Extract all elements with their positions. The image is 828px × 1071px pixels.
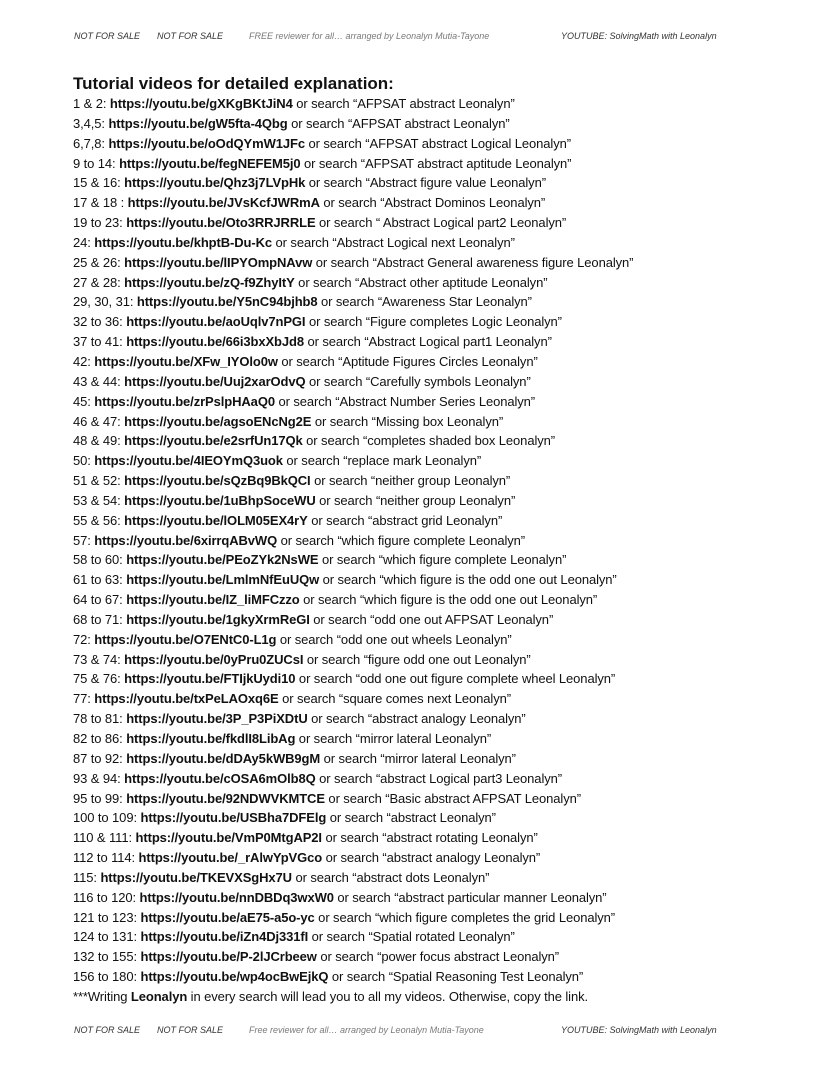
search-hint: or search “Spatial rotated Leonalyn” (308, 929, 515, 945)
item-range: 50: (73, 453, 95, 469)
item-range: 55 & 56: (73, 512, 125, 528)
video-list-item (73, 114, 793, 134)
search-hint: or search “power focus abstract Leonalyn” (316, 949, 560, 965)
youtube-link[interactable]: https://youtu.be/fkdlI8LibAg (126, 731, 296, 746)
search-hint: or search “abstract dots Leonalyn” (291, 869, 490, 885)
item-range: 82 to 86: (73, 731, 127, 746)
video-list-item (73, 868, 793, 888)
youtube-link[interactable]: https://youtu.be/1gkyXrmReGI (126, 611, 310, 627)
item-range: 19 to 23: (73, 215, 127, 231)
video-list-item (73, 213, 793, 233)
video-list-item (73, 749, 793, 769)
item-range: 58 to 60: (73, 552, 127, 568)
search-hint: or search “completes shaded box Leonalyn” (302, 433, 555, 449)
item-range: 124 to 131: (73, 929, 141, 945)
youtube-link[interactable]: https://youtu.be/sQzBq9BkQCI (124, 473, 311, 489)
footer-reviewer-credit: Free reviewer for all… arranged by Leonalyn Mutia-Tayone (249, 1025, 484, 1035)
item-range: 37 to 41: (73, 334, 127, 350)
youtube-link[interactable]: https://youtu.be/USBha7DFElg (140, 810, 327, 826)
youtube-link[interactable]: https://youtu.be/lIPYOmpNAvw (124, 254, 313, 270)
item-range: 15 & 16: (73, 175, 125, 191)
note-prefix: ***Writing (73, 988, 131, 1004)
video-list-item (73, 154, 793, 174)
search-hint: or search “Abstract other aptitude Leonalyn” (294, 274, 548, 290)
item-range: 75 & 76: (73, 671, 125, 687)
video-list-item (73, 967, 793, 987)
search-hint: or search “AFPSAT abstract aptitude Leonalyn” (300, 155, 572, 171)
video-list-item (73, 927, 793, 947)
item-range: 53 & 54: (73, 492, 125, 508)
youtube-link[interactable]: https://youtu.be/lOLM05EX4rY (124, 512, 308, 528)
video-list-item (73, 372, 793, 392)
search-hint: or search “abstract Leonalyn” (326, 810, 496, 826)
item-range: 121 to 123: (73, 909, 141, 925)
youtube-link[interactable]: https://youtu.be/Oto3RRJRRLE (126, 215, 316, 231)
video-list-item (73, 650, 793, 670)
youtube-link[interactable]: https://youtu.be/1uBhpSoceWU (124, 492, 316, 508)
item-range: 132 to 155: (73, 949, 141, 965)
video-list-item (73, 570, 793, 590)
video-list-item (73, 531, 793, 551)
video-list-item (73, 332, 793, 352)
youtube-link[interactable]: https://youtu.be/khptB-Du-Kc (94, 234, 273, 250)
video-list-item (73, 352, 793, 372)
youtube-link[interactable]: https://youtu.be/P-2lJCrbeew (140, 949, 317, 965)
video-list-item (73, 630, 793, 650)
youtube-link[interactable]: https://youtu.be/gXKgBKtJiN4 (109, 96, 293, 111)
video-list-item (73, 193, 793, 213)
item-range: 27 & 28: (73, 274, 125, 290)
youtube-link[interactable]: https://youtu.be/IZ_liMFCzzo (126, 592, 300, 608)
item-range: 3,4,5: (73, 115, 109, 131)
youtube-link[interactable]: https://youtu.be/92NDWVKMTCE (126, 790, 325, 806)
note-suffix: in every search will lead you to all my videos. Otherwise, copy the link. (187, 988, 589, 1004)
item-range: 1 & 2: (73, 96, 110, 111)
youtube-link[interactable]: https://youtu.be/aE75-a5o-yc (140, 909, 315, 925)
search-hint: or search “Abstract Number Series Leonalyn” (274, 393, 536, 409)
document-body (73, 73, 793, 1007)
search-hint: or search “neither group Leonalyn” (315, 492, 516, 508)
search-hint: or search “Abstract Logical next Leonalyn” (272, 234, 515, 250)
item-range: 42: (73, 353, 95, 369)
youtube-link[interactable]: https://youtu.be/agsoENcNg2E (124, 413, 312, 429)
search-hint: or search “Carefully symbols Leonalyn” (305, 373, 531, 389)
search-hint: or search “Spatial Reasoning Test Leonalyn” (328, 969, 584, 985)
item-range: 116 to 120: (73, 889, 140, 905)
header-youtube-channel: YOUTUBE: SolvingMath with Leonalyn (561, 31, 717, 41)
item-range: 29, 30, 31: (73, 294, 137, 310)
youtube-link[interactable]: https://youtu.be/aoUqlv7nPGI (126, 314, 306, 330)
search-hint: or search “AFPSAT abstract Logical Leonalyn” (304, 135, 571, 151)
youtube-link[interactable]: https://youtu.be/nnDBDq3wxW0 (139, 889, 334, 905)
page-title: Tutorial videos for detailed explanation: (73, 74, 394, 93)
item-range: 57: (73, 532, 95, 548)
youtube-link[interactable]: https://youtu.be/LmlmNfEuUQw (126, 572, 320, 588)
youtube-link[interactable]: https://youtu.be/TKEVXSgHx7U (100, 869, 292, 885)
note-keyword: Leonalyn (130, 988, 188, 1004)
video-list-item (73, 392, 793, 412)
search-hint: or search “abstract particular manner Leonalyn” (333, 889, 607, 905)
item-range: 17 & 18 : (73, 195, 128, 211)
search-hint: or search “neither group Leonalyn” (310, 473, 511, 489)
youtube-link[interactable]: https://youtu.be/fegNEFEM5j0 (119, 155, 301, 171)
search-hint: or search “Figure completes Logic Leonalyn” (305, 314, 562, 330)
item-range: 61 to 63: (73, 572, 127, 588)
youtube-link[interactable]: https://youtu.be/PEoZYk2NsWE (126, 552, 319, 568)
youtube-link[interactable]: https://youtu.be/zQ-f9ZhyItY (124, 274, 295, 290)
search-hint: or search “mirror lateral Leonalyn” (295, 731, 492, 746)
search-hint: or search “odd one out figure complete wheel Leonalyn” (295, 671, 616, 687)
item-range: 32 to 36: (73, 314, 127, 330)
video-list-item (73, 828, 793, 848)
search-hint: or search “which figure complete Leonalyn” (318, 552, 567, 568)
video-list-item (73, 709, 793, 729)
search-hint: or search “which figure is the odd one out Leonalyn” (299, 592, 598, 608)
video-list-item (73, 253, 793, 273)
video-list-item (73, 471, 793, 491)
header-reviewer-credit: FREE reviewer for all… arranged by Leonalyn Mutia-Tayone (249, 31, 490, 41)
item-range: 93 & 94: (73, 770, 125, 786)
search-hint: or search “odd one out AFPSAT Leonalyn” (309, 611, 554, 627)
video-list-item (73, 292, 793, 312)
video-list-item (73, 769, 793, 789)
video-list-item (73, 451, 793, 471)
youtube-link[interactable]: https://youtu.be/0yPru0ZUCsI (124, 651, 304, 667)
search-hint: or search “mirror lateral Leonalyn” (320, 750, 516, 766)
search-hint: or search “Abstract Dominos Leonalyn” (319, 195, 546, 211)
youtube-link[interactable]: https://youtu.be/Qhz3j7LVpHk (124, 175, 306, 191)
item-range: 51 & 52: (73, 473, 125, 489)
youtube-link[interactable]: https://youtu.be/3P_P3PiXDtU (126, 711, 308, 727)
search-hint: or search “figure odd one out Leonalyn” (303, 651, 531, 667)
video-list-item (73, 173, 793, 193)
item-range: 73 & 74: (73, 651, 125, 667)
video-list-item (73, 848, 793, 868)
video-list-item (73, 431, 793, 451)
video-list-item (73, 610, 793, 630)
search-hint: or search “AFPSAT abstract Leonalyn” (287, 115, 510, 131)
item-range: 46 & 47: (73, 413, 125, 429)
youtube-link[interactable]: https://youtu.be/gW5fta-4Qbg (108, 115, 288, 131)
search-hint: or search “odd one out wheels Leonalyn” (276, 631, 512, 647)
youtube-link[interactable]: https://youtu.be/6xirrqABvWQ (94, 532, 278, 548)
header-not-for-sale-2: NOT FOR SALE (157, 31, 224, 41)
search-hint: or search “which figure completes the grid Leonalyn” (314, 909, 616, 925)
footer-youtube-channel: YOUTUBE: SolvingMath with Leonalyn (561, 1025, 717, 1035)
video-list-item (73, 808, 793, 828)
video-list-item (73, 233, 793, 253)
video-list-item (73, 669, 793, 689)
item-range: 78 to 81: (73, 711, 127, 727)
video-list-item (73, 729, 793, 749)
search-hint: or search “Abstract figure value Leonalyn” (305, 175, 546, 191)
search-hint: or search “replace mark Leonalyn” (282, 453, 482, 469)
search-hint: or search “Basic abstract AFPSAT Leonalyn” (324, 790, 581, 806)
youtube-link[interactable]: https://youtu.be/66i3bxXbJd8 (126, 334, 305, 350)
video-list-item (73, 273, 793, 293)
item-range: 115: (73, 869, 101, 885)
search-hint: or search “abstract analogy Leonalyn” (307, 711, 526, 727)
youtube-link[interactable]: https://youtu.be/Y5nC94bjhb8 (136, 294, 318, 310)
item-range: 110 & 111: (73, 830, 136, 846)
search-hint: or search “abstract rotating Leonalyn” (321, 830, 538, 846)
page-header (0, 31, 828, 45)
youtube-link[interactable]: https://youtu.be/Uuj2xarOdvQ (124, 373, 306, 389)
youtube-link[interactable]: https://youtu.be/zrPslpHAaQ0 (94, 393, 275, 409)
search-hint: or search “which figure is the odd one out Leonalyn” (319, 572, 617, 588)
video-list-item (73, 412, 793, 432)
search-tip-note (73, 987, 793, 1007)
video-list-item (73, 789, 793, 809)
youtube-link[interactable]: https://youtu.be/oOdQYmW1JFc (108, 135, 305, 151)
video-list-item (73, 908, 793, 928)
youtube-link[interactable]: https://youtu.be/iZn4Dj331fI (140, 929, 309, 945)
item-range: 25 & 26: (73, 254, 125, 270)
youtube-link[interactable]: https://youtu.be/JVsKcfJWRmA (127, 195, 320, 211)
search-hint: or search “abstract analogy Leonalyn” (322, 850, 541, 866)
search-hint: or search “ Abstract Logical part2 Leonalyn” (315, 215, 567, 231)
item-range: 77: (73, 691, 95, 707)
item-range: 43 & 44: (73, 373, 125, 389)
youtube-link[interactable]: https://youtu.be/dDAy5kWB9gM (126, 750, 321, 766)
search-hint: or search “Aptitude Figures Circles Leonalyn” (277, 353, 538, 369)
video-list-item (73, 947, 793, 967)
search-hint: or search “abstract Logical part3 Leonalyn” (315, 770, 562, 786)
video-list-item (73, 491, 793, 511)
item-range: 95 to 99: (73, 790, 127, 806)
search-hint: or search “abstract grid Leonalyn” (307, 512, 503, 528)
search-hint: or search “Abstract General awareness figure Leonalyn” (312, 254, 634, 270)
youtube-link[interactable]: https://youtu.be/O7ENtC0-L1g (94, 631, 277, 647)
search-hint: or search “AFPSAT abstract Leonalyn” (292, 96, 515, 111)
youtube-link[interactable]: https://youtu.be/e2srfUn17Qk (124, 433, 303, 449)
youtube-link[interactable]: https://youtu.be/cOSA6mOlb8Q (124, 770, 316, 786)
item-range: 6,7,8: (73, 135, 109, 151)
youtube-link[interactable]: https://youtu.be/txPeLAOxq6E (94, 691, 279, 707)
video-link-list (73, 94, 793, 987)
search-hint: or search “Missing box Leonalyn” (311, 413, 504, 429)
item-range: 9 to 14: (73, 155, 120, 171)
youtube-link[interactable]: https://youtu.be/wp4ocBwEjkQ (140, 969, 329, 985)
video-list-item (73, 134, 793, 154)
item-range: 156 to 180: (73, 969, 141, 985)
youtube-link[interactable]: https://youtu.be/VmP0MtgAP2I (135, 830, 322, 846)
header-not-for-sale-1: NOT FOR SALE (74, 31, 141, 41)
youtube-link[interactable]: https://youtu.be/FTIjkUydi10 (124, 671, 296, 687)
search-hint: or search “square comes next Leonalyn” (278, 691, 511, 707)
item-range: 72: (73, 631, 95, 647)
video-list-item (73, 94, 793, 114)
item-range: 48 & 49: (73, 433, 125, 449)
item-range: 64 to 67: (73, 592, 127, 608)
search-hint: or search “Awareness Star Leonalyn” (317, 294, 532, 310)
youtube-link[interactable]: https://youtu.be/4IEOYmQ3uok (94, 453, 283, 469)
video-list-item (73, 312, 793, 332)
item-range: 45: (73, 393, 95, 409)
video-list-item (73, 689, 793, 709)
item-range: 87 to 92: (73, 750, 127, 766)
search-hint: or search “which figure complete Leonalyn” (277, 532, 526, 548)
item-range: 68 to 71: (73, 611, 127, 627)
video-list-item (73, 511, 793, 531)
video-list-item (73, 888, 793, 908)
search-hint: or search “Abstract Logical part1 Leonalyn” (304, 334, 552, 350)
video-list-item (73, 590, 793, 610)
video-list-item (73, 550, 793, 570)
page-footer (0, 1025, 828, 1039)
youtube-link[interactable]: https://youtu.be/_rAlwYpVGco (138, 850, 323, 866)
item-range: 100 to 109: (73, 810, 141, 826)
youtube-link[interactable]: https://youtu.be/XFw_IYOlo0w (94, 353, 278, 369)
footer-not-for-sale-2: NOT FOR SALE (157, 1025, 224, 1035)
item-range: 24: (73, 234, 95, 250)
footer-not-for-sale-1: NOT FOR SALE (74, 1025, 141, 1035)
item-range: 112 to 114: (73, 850, 139, 866)
